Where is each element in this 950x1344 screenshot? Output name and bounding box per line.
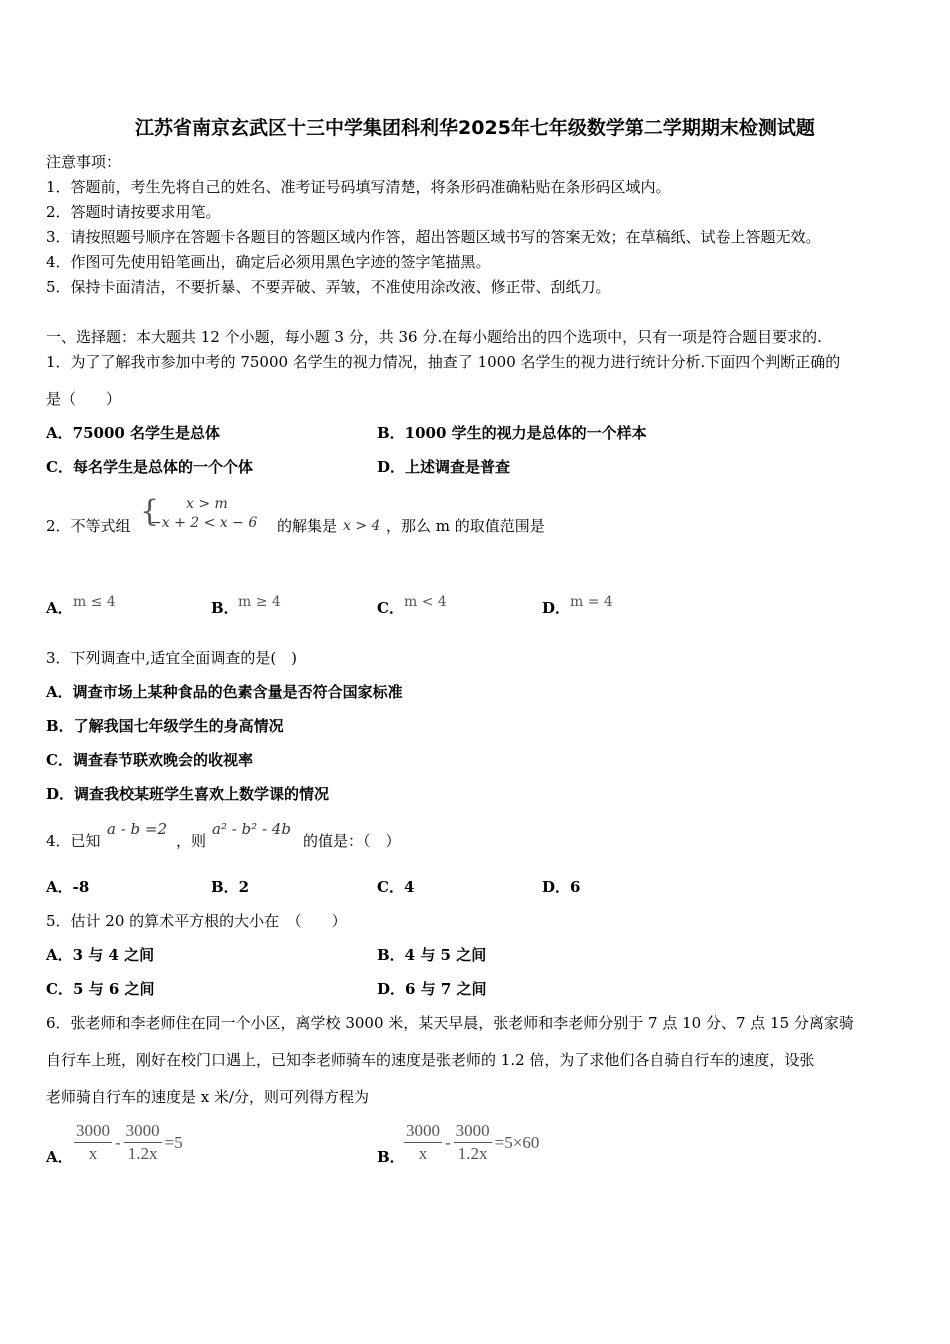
q4-option-a: A．-8 [46,878,90,896]
notice-item: 1．答题前，考生先将自己的姓名、准考证号码填写清楚，将条形码准确粘贴在条形码区域内。 [46,178,671,196]
section-heading: 一、选择题：本大题共 12 个小题，每小题 3 分，共 36 分.在每小题给出的四个选项中，只有一项是符合题目要求的. [46,328,822,346]
q3-stem: 3．下列调查中,适宜全面调查的是( ) [46,649,298,667]
q3-option-c: C．调查春节联欢晚会的收视率 [46,751,253,769]
notice-item: 4．作图可先使用铅笔画出，确定后必须用黑色字迹的签字笔描黑。 [46,253,491,271]
q2-solution: x > 4 [343,518,381,534]
q6-stem-line3: 老师骑自行车的速度是 x 米/分，则可列得方程为 [46,1088,370,1106]
q2-option-b-label: B． [211,599,239,617]
q4-suffix: 的值是：（ ） [303,832,401,850]
fraction: $\frac{3000}{1.2x}$ [455,1121,490,1163]
notice-item: 2．答题时请按要求用笔。 [46,203,221,221]
q2-option-c: m < 4 [404,594,447,610]
q2-option-b: m ≥ 4 [238,594,281,610]
q2-system-line2: −x + 2 < x − 6 [150,515,258,531]
q1-option-b: B．1000 学生的视力是总体的一个样本 [377,424,647,442]
q2-option-d-label: D． [542,599,571,617]
fraction: $\frac{3000}{x}$ [406,1121,440,1163]
q6-stem-line1: 6．张老师和李老师住在同一个小区，离学校 3000 米，某天早晨，张老师和李老师分别于 7 点 10 分、7 点 15 分离家骑 [46,1014,854,1032]
q2-mid: 的解集是 [277,517,338,535]
q4-mid: ，则 [176,832,207,850]
q4-prefix: 4．已知 [46,832,101,850]
notice-item: 5．保持卡面清洁，不要折暴、不要弄破、弄皱，不准使用涂改液、修正带、刮纸刀。 [46,278,611,296]
q6-option-b-label: B． [377,1148,405,1166]
q6-option-a-label: A． [46,1148,73,1166]
q3-option-b: B．了解我国七年级学生的身高情况 [46,717,284,735]
q1-option-c: C．每名学生是总体的一个个体 [46,458,253,476]
q2-suffix: ，那么 m 的取值范围是 [386,517,545,535]
q4-option-b: B．2 [211,878,250,896]
q1-stem-line2: 是（ ） [46,390,122,408]
q5-option-c: C．5 与 6 之间 [46,980,155,998]
q5-option-b: B．4 与 5 之间 [377,946,487,964]
q3-option-d: D．调查我校某班学生喜欢上数学课的情况 [46,785,330,803]
q5-stem: 5．估计 20 的算术平方根的大小在 （ ） [46,912,347,930]
q1-stem-line1: 1．为了了解我市参加中考的 75000 名学生的视力情况，抽查了 1000 名学生的视力进行统计分析.下面四个判断正确的 [46,353,841,371]
fraction: $\frac{3000}{1.2x}$ [125,1121,160,1163]
q4-option-d: D．6 [542,878,581,896]
q6-stem-line2: 自行车上班，刚好在校门口遇上，已知李老师骑车的速度是张老师的 1.2 倍，为了求他们各自骑自行车的速度，设张 [46,1051,815,1069]
q6-option-a-equation: $\frac{3000}{x}$ - $\frac{3000}{1.2x}$ =5 [76,1121,183,1163]
q2-system-line1: x > m [186,496,228,512]
q5-option-d: D．6 与 7 之间 [377,980,487,998]
q5-option-a: A．3 与 4 之间 [46,946,155,964]
q4-expression: a² - b² - 4b [212,820,291,838]
q4-option-c: C．4 [377,878,415,896]
notice-item: 3．请按照题号顺序在答题卡各题目的答题区域内作答，超出答题区域书写的答案无效；在草稿纸、试卷上答题无效。 [46,228,821,246]
q2-option-a: m ≤ 4 [73,594,116,610]
q1-option-d: D．上述调查是普查 [377,458,511,476]
q2-prefix: 2．不等式组 [46,517,131,535]
q3-option-a: A．调查市场上某种食品的色素含量是否符合国家标准 [46,683,403,701]
page-title: 江苏省南京玄武区十三中学集团科利华2025年七年级数学第二学期期末检测试题 [135,117,815,139]
fraction: $\frac{3000}{x}$ [76,1121,110,1163]
brace-icon: { [140,494,160,529]
q2-option-d: m = 4 [570,594,613,610]
notice-heading: 注意事项： [46,153,122,171]
q2-option-c-label: C． [377,599,404,617]
q4-condition: a - b =2 [107,820,168,838]
q6-option-b-equation: $\frac{3000}{x}$ - $\frac{3000}{1.2x}$ =5×60 [406,1121,540,1163]
q1-option-a: A．75000 名学生是总体 [46,424,221,442]
q2-option-a-label: A． [46,599,73,617]
